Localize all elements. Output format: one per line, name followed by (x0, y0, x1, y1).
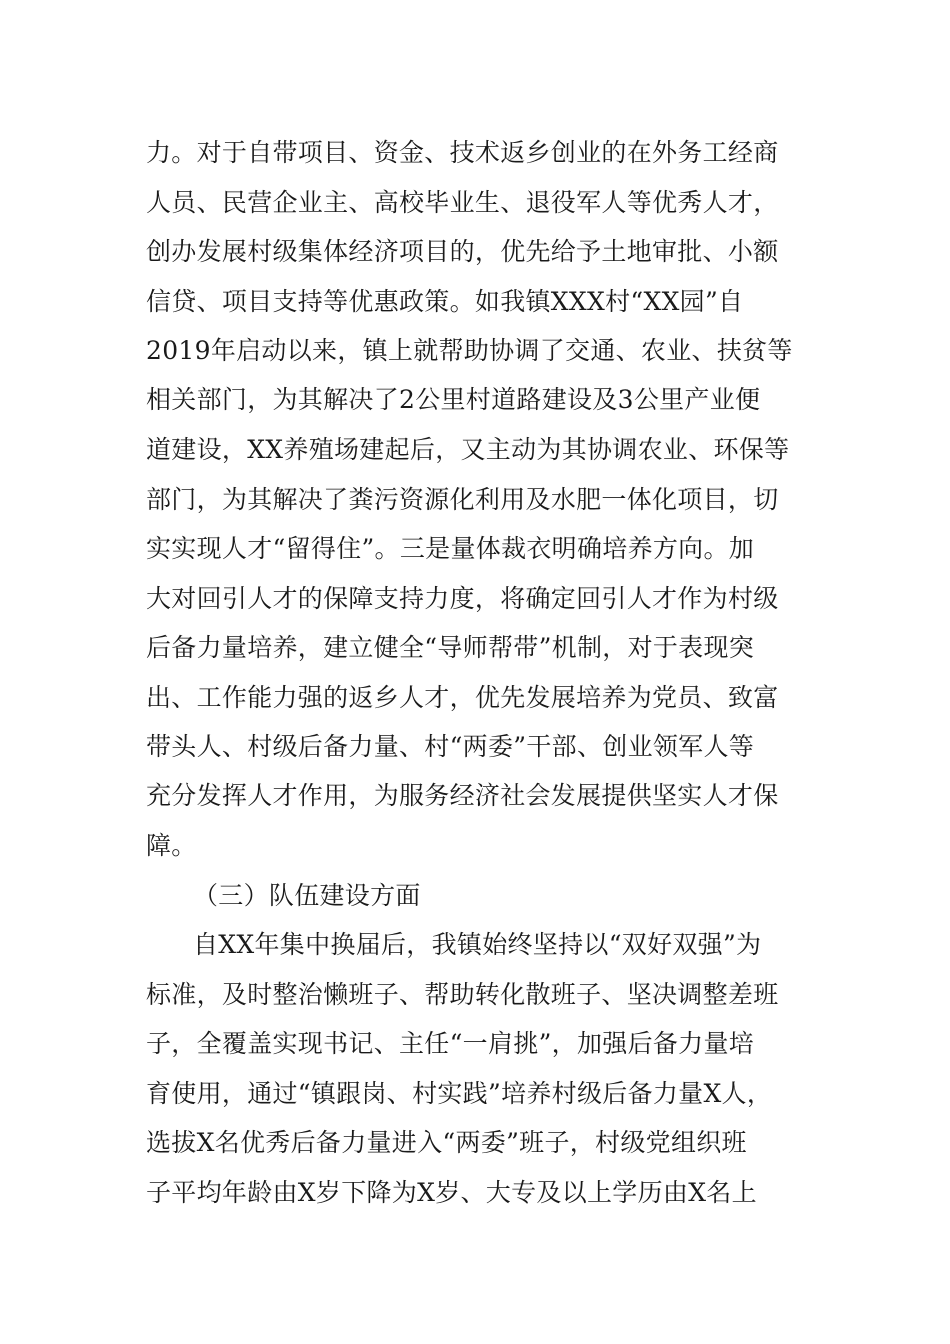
text-line: 子，全覆盖实现书记、主任“一肩挑”，加强后备力量培 (146, 1029, 755, 1058)
text-line: 大对回引人才的保障支持力度，将确定回引人才作为村级 (146, 584, 779, 613)
text-line: 后备力量培养，建立健全“导师帮带”机制，对于表现突 (146, 633, 755, 662)
text-line: 力。对于自带项目、资金、技术返乡创业的在外务工经商 (146, 138, 779, 167)
text-line: 道建设，XX养殖场建起后，又主动为其协调农业、环保等 (146, 435, 790, 464)
text-line: 相关部门，为其解决了2公里村道路建设及3公里产业便 (146, 385, 761, 414)
text-line: 信贷、项目支持等优惠政策。如我镇XXX村“XX园”自 (146, 287, 744, 316)
text-line: 标准，及时整治懒班子、帮助转化散班子、坚决调整差班 (146, 980, 779, 1009)
text-line: 出、工作能力强的返乡人才，优先发展培养为党员、致富 (146, 683, 779, 712)
text-line: 创办发展村级集体经济项目的，优先给予土地审批、小额 (146, 237, 779, 266)
text-line: 育使用，通过“镇跟岗、村实践”培养村级后备力量X人， (146, 1079, 773, 1108)
text-line: 障。 (146, 831, 197, 860)
text-line: 选拔X名优秀后备力量进入“两委”班子，村级党组织班 (146, 1128, 747, 1157)
text-line: 子平均年龄由X岁下降为X岁、大专及以上学历由X名上 (146, 1178, 757, 1207)
text-line: 充分发挥人才作用，为服务经济社会发展提供坚实人才保 (146, 781, 779, 810)
text-line: 自XX年集中换届后，我镇始终坚持以“双好双强”为 (193, 930, 762, 959)
text-line: 带头人、村级后备力量、村“两委”干部、创业领军人等 (146, 732, 755, 761)
text-line: 2019年启动以来，镇上就帮助协调了交通、农业、扶贫等 (146, 336, 793, 365)
section-heading: （三）队伍建设方面 (193, 881, 421, 910)
text-line: 人员、民营企业主、高校毕业生、退役军人等优秀人才， (146, 188, 779, 217)
text-line: 部门，为其解决了粪污资源化利用及水肥一体化项目，切 (146, 485, 779, 514)
text-line: 实实现人才“留得住”。三是量体裁衣明确培养方向。加 (146, 534, 755, 563)
